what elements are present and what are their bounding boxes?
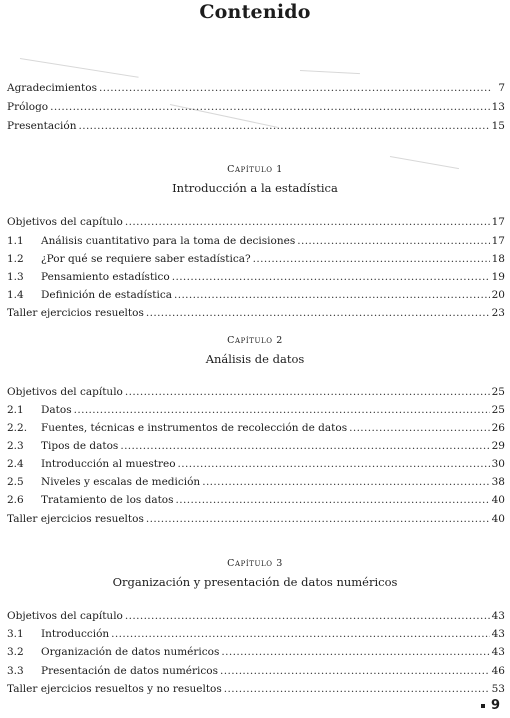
chapter-title: Introducción a la estadística — [172, 181, 338, 195]
toc-entry[interactable] — [7, 492, 505, 508]
toc-entry-label: Niveles y escalas de medición — [41, 476, 201, 488]
toc-entry[interactable] — [7, 233, 505, 249]
toc-entry-page: 18 — [491, 253, 505, 265]
leader-dots — [174, 287, 490, 303]
toc-entry-number: 2.5 — [7, 476, 24, 488]
leader-dots — [202, 474, 489, 490]
scan-smudge — [20, 58, 139, 78]
leader-dots — [78, 118, 489, 134]
chapter-label: Capítulo 3 — [227, 558, 283, 569]
toc-entry[interactable] — [7, 402, 505, 418]
leader-dots — [349, 420, 490, 436]
toc-entry-page: 26 — [491, 422, 505, 434]
toc-entry-number: 3.1 — [7, 628, 24, 640]
leader-dots — [146, 511, 490, 527]
toc-entry-page: 43 — [491, 646, 505, 658]
chapter-label: Capítulo 1 — [227, 164, 283, 175]
toc-entry-page: 30 — [491, 458, 505, 470]
toc-entry-prologo[interactable] — [7, 99, 505, 115]
toc-entry-page: 46 — [491, 665, 505, 677]
toc-entry[interactable] — [7, 384, 505, 400]
toc-entry-number: 3.2 — [7, 646, 24, 658]
toc-entry-number: 3.3 — [7, 665, 24, 677]
toc-entry-number: 1.4 — [7, 289, 24, 301]
toc-entry-label: Prólogo — [7, 101, 49, 113]
toc-entry-page: 29 — [491, 440, 505, 452]
chapter-2-heading — [0, 334, 510, 368]
toc-entry-page: 13 — [491, 101, 505, 113]
toc-entry-number: 2.6 — [7, 494, 24, 506]
toc-entry[interactable] — [7, 214, 505, 230]
toc-entry-agradecimientos[interactable] — [7, 80, 505, 96]
toc-entry-number: 2.3 — [7, 440, 24, 452]
toc-entry[interactable] — [7, 474, 505, 490]
leader-dots — [125, 608, 490, 624]
toc-entry-label: Tipos de datos — [41, 440, 119, 452]
toc-entry-label: Taller ejercicios resueltos — [7, 307, 144, 319]
chapter-1-heading — [0, 163, 510, 197]
toc-entry-number: 1.2 — [7, 253, 24, 265]
toc-entry-label: Objetivos del capítulo — [7, 386, 123, 398]
toc-entry-label: Introducción — [41, 628, 110, 640]
toc-entry[interactable] — [7, 305, 505, 321]
leader-dots — [111, 626, 489, 642]
toc-entry[interactable] — [7, 456, 505, 472]
toc-entry[interactable] — [7, 644, 505, 660]
toc-entry-label: Introducción al muestreo — [41, 458, 176, 470]
toc-entry-page: 23 — [491, 307, 505, 319]
leader-dots — [99, 80, 491, 96]
leader-dots — [297, 233, 489, 249]
leader-dots — [146, 305, 490, 321]
toc-entry-label: Presentación — [7, 120, 77, 132]
leader-dots — [178, 456, 490, 472]
toc-entry-label: Pensamiento estadístico — [41, 271, 170, 283]
toc-entry[interactable] — [7, 420, 505, 436]
toc-entry-number: 2.1 — [7, 404, 24, 416]
toc-entry-page: 25 — [491, 386, 505, 398]
chapter-3-heading — [0, 557, 510, 591]
toc-entry-label: Agradecimientos — [7, 82, 97, 94]
toc-entry-page: 17 — [491, 235, 505, 247]
toc-entry-label: ¿Por qué se requiere saber estadística? — [41, 253, 251, 265]
toc-entry-page: 17 — [491, 216, 505, 228]
toc-entry-label: Análisis cuantitativo para la toma de decisiones — [41, 235, 296, 247]
toc-entry-label: Fuentes, técnicas e instrumentos de recolección de datos — [41, 422, 348, 434]
chapter-title: Análisis de datos — [205, 352, 305, 366]
toc-entry[interactable] — [7, 438, 505, 454]
toc-entry-label: Datos — [41, 404, 72, 416]
leader-dots — [221, 644, 489, 660]
toc-entry-label: Organización de datos numéricos — [41, 646, 220, 658]
toc-entry-page: 20 — [491, 289, 505, 301]
toc-entry-page: 53 — [491, 683, 505, 695]
toc-entry-number: 1.3 — [7, 271, 24, 283]
toc-entry-label: Presentación de datos numéricos — [41, 665, 218, 677]
page-number — [481, 698, 500, 713]
toc-entry[interactable] — [7, 287, 505, 303]
page-title: Contenido — [199, 1, 311, 23]
toc-entry-page: 7 — [498, 82, 505, 94]
toc-entry-presentacion[interactable] — [7, 118, 505, 134]
toc-entry[interactable] — [7, 251, 505, 267]
toc-entry-page: 38 — [491, 476, 505, 488]
page-number-value: 9 — [490, 698, 500, 713]
toc-entry[interactable] — [7, 511, 505, 527]
scan-smudge — [300, 70, 360, 74]
toc-entry-page: 15 — [491, 120, 505, 132]
leader-dots — [253, 251, 490, 267]
leader-dots — [125, 214, 490, 230]
toc-entry-page: 25 — [491, 404, 505, 416]
chapter-label: Capítulo 2 — [227, 335, 283, 346]
toc-entry[interactable] — [7, 663, 505, 679]
toc-entry-number: 2.2. — [7, 422, 28, 434]
toc-entry-page: 43 — [491, 628, 505, 640]
toc-entry-page: 40 — [491, 513, 505, 525]
leader-dots — [125, 384, 490, 400]
leader-dots — [120, 438, 489, 454]
toc-entry-label: Objetivos del capítulo — [7, 216, 123, 228]
square-bullet-icon — [481, 704, 485, 708]
leader-dots — [74, 402, 490, 418]
leader-dots — [50, 99, 489, 115]
toc-entry-label: Tratamiento de los datos — [41, 494, 174, 506]
toc-entry-label: Objetivos del capítulo — [7, 610, 123, 622]
chapter-title: Organización y presentación de datos numéricos — [112, 575, 398, 589]
leader-dots — [176, 492, 490, 508]
toc-entry-label: Taller ejercicios resueltos — [7, 513, 144, 525]
toc-entry-page: 40 — [491, 494, 505, 506]
toc-entry-page: 43 — [491, 610, 505, 622]
leader-dots — [220, 663, 490, 679]
leader-dots — [172, 269, 490, 285]
leader-dots — [224, 681, 490, 697]
toc-entry[interactable] — [7, 626, 505, 642]
toc-entry-label: Taller ejercicios resueltos y no resueltos — [7, 683, 222, 695]
toc-entry[interactable] — [7, 608, 505, 624]
toc-entry[interactable] — [7, 269, 505, 285]
toc-entry-page: 19 — [491, 271, 505, 283]
toc-entry-number: 2.4 — [7, 458, 24, 470]
toc-entry[interactable] — [7, 681, 505, 697]
toc-entry-label: Definición de estadística — [41, 289, 172, 301]
toc-entry-number: 1.1 — [7, 235, 24, 247]
